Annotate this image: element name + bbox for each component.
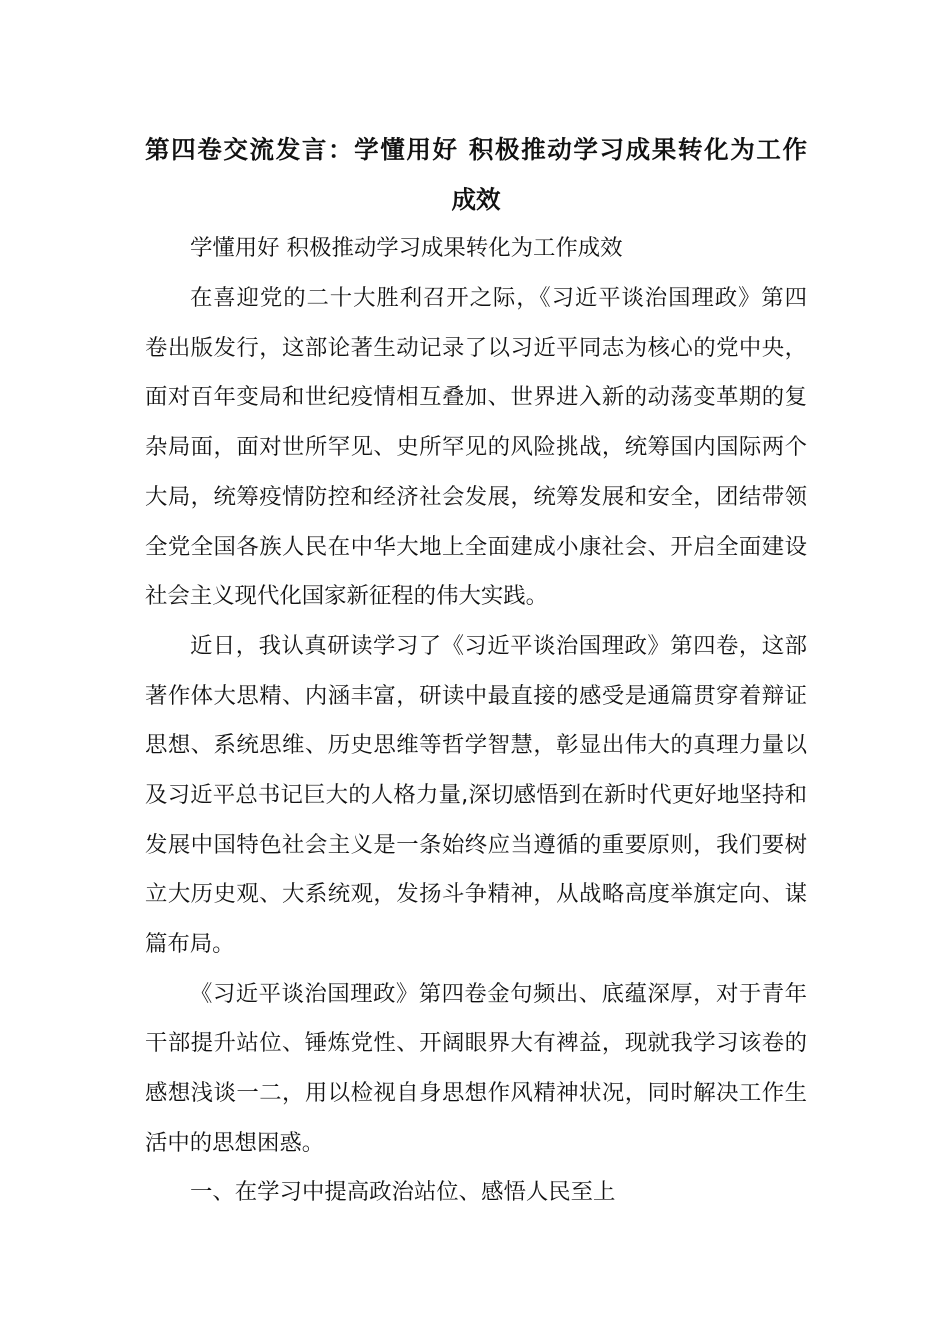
paragraph-line: 卷出版发行，这部论著生动记录了以习近平同志为核心的党中央， xyxy=(145,334,807,361)
paragraph-line: 发展中国特色社会主义是一条始终应当遵循的重要原则，我们要树 xyxy=(145,831,807,858)
paragraph-line: 社会主义现代化国家新征程的伟大实践。 xyxy=(145,583,549,610)
paragraph-line: 感想浅谈一二，用以检视自身思想作风精神状况，同时解决工作生 xyxy=(145,1080,807,1107)
paragraph xyxy=(145,622,807,970)
document-page xyxy=(145,125,807,1218)
paragraph-line: 在喜迎党的二十大胜利召开之际，《习近平谈治国理政》第四 xyxy=(190,285,807,312)
paragraph-line: 篇布局。 xyxy=(145,931,235,957)
paragraph-line: 近日，我认真研读学习了《习近平谈治国理政》第四卷，这部 xyxy=(190,632,807,659)
paragraph-line: 活中的思想困惑。 xyxy=(145,1129,325,1156)
paragraph-line: 杂局面，面对世所罕见、史所罕见的风险挑战，统筹国内国际两个 xyxy=(145,434,807,461)
paragraph-line: 全党全国各族人民在中华大地上全面建成小康社会、开启全面建设 xyxy=(145,533,807,560)
section-heading: 一、在学习中提高政治站位、感悟人民至上 xyxy=(190,1179,616,1206)
document-body xyxy=(145,274,807,1168)
document-title-line-2: 成效 xyxy=(451,184,501,214)
paragraph-line: 著作体大思精、内涵丰富，研读中最直接的感受是通篇贯穿着辩证 xyxy=(145,682,807,709)
paragraph xyxy=(145,970,807,1169)
document-subtitle: 学懂用好 积极推动学习成果转化为工作成效 xyxy=(190,235,623,262)
paragraph-line: 及习近平总书记巨大的人格力量,深切感悟到在新时代更好地坚持和 xyxy=(145,781,807,808)
paragraph-line: 大局，统筹疫情防控和经济社会发展，统筹发展和安全，团结带领 xyxy=(145,483,807,510)
paragraph-line: 面对百年变局和世纪疫情相互叠加、世界进入新的动荡变革期的复 xyxy=(145,384,807,411)
paragraph-line: 干部提升站位、锤炼党性、开阔眼界大有裨益，现就我学习该卷的 xyxy=(145,1030,807,1057)
paragraph-line: 《习近平谈治国理政》第四卷金句频出、底蕴深厚，对于青年 xyxy=(190,980,807,1007)
document-title-line-1: 第四卷交流发言：学懂用好 积极推动学习成果转化为工作 xyxy=(145,135,807,164)
paragraph-line: 立大历史观、大系统观，发扬斗争精神，从战略高度举旗定向、谋 xyxy=(145,881,807,908)
paragraph-line: 思想、系统思维、历史思维等哲学智慧，彰显出伟大的真理力量以 xyxy=(145,732,807,759)
paragraph xyxy=(145,274,807,622)
